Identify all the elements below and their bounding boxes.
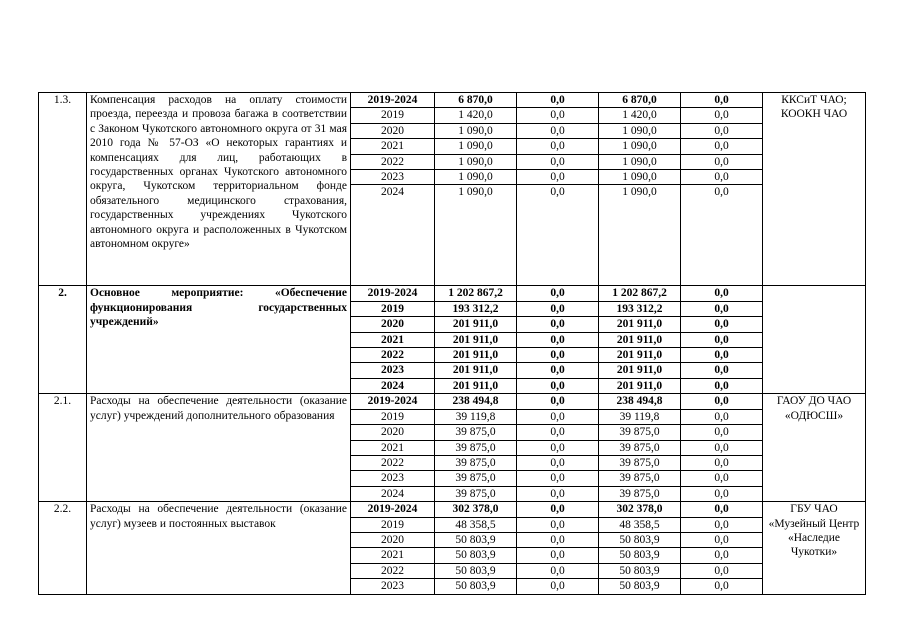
federal-cell: 0,0 <box>517 409 599 424</box>
other-cell: 0,0 <box>681 332 763 347</box>
other-cell: 0,0 <box>681 486 763 501</box>
other-cell: 0,0 <box>681 425 763 440</box>
regional-cell: 39 875,0 <box>599 440 681 455</box>
regional-cell: 238 494,8 <box>599 394 681 409</box>
federal-cell: 0,0 <box>517 440 599 455</box>
period-cell: 2022 <box>351 455 435 470</box>
period-cell: 2023 <box>351 363 435 378</box>
other-cell: 0,0 <box>681 93 763 108</box>
other-cell: 0,0 <box>681 394 763 409</box>
other-cell: 0,0 <box>681 548 763 563</box>
other-cell: 0,0 <box>681 317 763 332</box>
other-cell: 0,0 <box>681 139 763 154</box>
federal-cell: 0,0 <box>517 502 599 517</box>
regional-cell: 39 875,0 <box>599 425 681 440</box>
regional-cell: 201 911,0 <box>599 317 681 332</box>
total-cell: 1 090,0 <box>435 154 517 169</box>
period-cell: 2021 <box>351 332 435 347</box>
federal-cell: 0,0 <box>517 425 599 440</box>
total-cell: 39 875,0 <box>435 440 517 455</box>
federal-cell: 0,0 <box>517 317 599 332</box>
period-cell: 2020 <box>351 532 435 547</box>
section-number: 2.1. <box>39 394 87 502</box>
other-cell: 0,0 <box>681 286 763 301</box>
federal-cell: 0,0 <box>517 185 599 286</box>
total-cell: 50 803,9 <box>435 579 517 594</box>
period-cell: 2019 <box>351 409 435 424</box>
federal-cell: 0,0 <box>517 348 599 363</box>
other-cell: 0,0 <box>681 471 763 486</box>
responsible-executor: ГБУ ЧАО «Музейный Центр «Наследие Чукотки» <box>763 502 866 594</box>
period-cell: 2020 <box>351 425 435 440</box>
period-cell: 2024 <box>351 378 435 393</box>
period-cell: 2021 <box>351 548 435 563</box>
federal-cell: 0,0 <box>517 378 599 393</box>
period-cell: 2020 <box>351 123 435 138</box>
total-cell: 201 911,0 <box>435 317 517 332</box>
federal-cell: 0,0 <box>517 154 599 169</box>
section-name: Расходы на обеспечение деятельности (оказание услуг) учреждений дополнительного образования <box>87 394 351 502</box>
federal-cell: 0,0 <box>517 532 599 547</box>
regional-cell: 39 875,0 <box>599 486 681 501</box>
federal-cell: 0,0 <box>517 123 599 138</box>
other-cell: 0,0 <box>681 348 763 363</box>
other-cell: 0,0 <box>681 378 763 393</box>
other-cell: 0,0 <box>681 301 763 316</box>
period-cell: 2022 <box>351 154 435 169</box>
period-cell: 2021 <box>351 139 435 154</box>
regional-cell: 50 803,9 <box>599 563 681 578</box>
table-row <box>39 286 866 301</box>
other-cell: 0,0 <box>681 563 763 578</box>
regional-cell: 302 378,0 <box>599 502 681 517</box>
federal-cell: 0,0 <box>517 455 599 470</box>
total-cell: 39 875,0 <box>435 486 517 501</box>
regional-cell: 39 119,8 <box>599 409 681 424</box>
period-cell: 2023 <box>351 471 435 486</box>
total-cell: 39 119,8 <box>435 409 517 424</box>
other-cell: 0,0 <box>681 502 763 517</box>
budget-table <box>38 92 866 595</box>
responsible-executor <box>763 286 866 394</box>
federal-cell: 0,0 <box>517 471 599 486</box>
federal-cell: 0,0 <box>517 517 599 532</box>
total-cell: 1 090,0 <box>435 170 517 185</box>
regional-cell: 50 803,9 <box>599 532 681 547</box>
other-cell: 0,0 <box>681 532 763 547</box>
period-cell: 2024 <box>351 185 435 286</box>
other-cell: 0,0 <box>681 154 763 169</box>
federal-cell: 0,0 <box>517 548 599 563</box>
period-cell: 2019-2024 <box>351 394 435 409</box>
regional-cell: 39 875,0 <box>599 471 681 486</box>
period-cell: 2019-2024 <box>351 502 435 517</box>
period-cell: 2021 <box>351 440 435 455</box>
regional-cell: 1 420,0 <box>599 108 681 123</box>
total-cell: 1 202 867,2 <box>435 286 517 301</box>
regional-cell: 39 875,0 <box>599 455 681 470</box>
federal-cell: 0,0 <box>517 286 599 301</box>
responsible-executor: ГАОУ ДО ЧАО «ОДЮСШ» <box>763 394 866 502</box>
period-cell: 2023 <box>351 579 435 594</box>
total-cell: 1 090,0 <box>435 139 517 154</box>
federal-cell: 0,0 <box>517 93 599 108</box>
federal-cell: 0,0 <box>517 139 599 154</box>
period-cell: 2024 <box>351 486 435 501</box>
other-cell: 0,0 <box>681 455 763 470</box>
total-cell: 201 911,0 <box>435 348 517 363</box>
section-name: Основное мероприятие: «Обеспечение функционирования государственных учреждений» <box>87 286 351 394</box>
table-row <box>39 93 866 108</box>
total-cell: 6 870,0 <box>435 93 517 108</box>
section-number: 2. <box>39 286 87 394</box>
other-cell: 0,0 <box>681 579 763 594</box>
period-cell: 2019-2024 <box>351 93 435 108</box>
total-cell: 50 803,9 <box>435 548 517 563</box>
responsible-executor: ККСиТ ЧАО; КООКН ЧАО <box>763 93 866 286</box>
federal-cell: 0,0 <box>517 108 599 123</box>
total-cell: 39 875,0 <box>435 471 517 486</box>
period-cell: 2019 <box>351 301 435 316</box>
regional-cell: 1 090,0 <box>599 139 681 154</box>
other-cell: 0,0 <box>681 108 763 123</box>
total-cell: 238 494,8 <box>435 394 517 409</box>
period-cell: 2020 <box>351 317 435 332</box>
period-cell: 2022 <box>351 563 435 578</box>
regional-cell: 1 090,0 <box>599 170 681 185</box>
regional-cell: 201 911,0 <box>599 348 681 363</box>
other-cell: 0,0 <box>681 440 763 455</box>
regional-cell: 6 870,0 <box>599 93 681 108</box>
federal-cell: 0,0 <box>517 363 599 378</box>
table-row <box>39 394 866 409</box>
federal-cell: 0,0 <box>517 486 599 501</box>
regional-cell: 1 090,0 <box>599 185 681 286</box>
total-cell: 201 911,0 <box>435 332 517 347</box>
total-cell: 201 911,0 <box>435 378 517 393</box>
regional-cell: 193 312,2 <box>599 301 681 316</box>
section-name: Компенсация расходов на оплату стоимости проезда, переезда и провоза багажа в соответствии с Законом Чукотского автономного округа от 31 мая 2010 года № 57-ОЗ «О некоторых гарантиях и компенсациях для лиц, работающих в государственных органах Чукотского автономного округа, Чукотском территориальном фонде обязательного медицинского страхования, государственных учреждениях Чукотского автономного округа и расположенных в Чукотском автономном округе» <box>87 93 351 286</box>
regional-cell: 201 911,0 <box>599 378 681 393</box>
total-cell: 1 090,0 <box>435 123 517 138</box>
total-cell: 302 378,0 <box>435 502 517 517</box>
section-number: 2.2. <box>39 502 87 594</box>
other-cell: 0,0 <box>681 517 763 532</box>
regional-cell: 201 911,0 <box>599 363 681 378</box>
section-number: 1.3. <box>39 93 87 286</box>
other-cell: 0,0 <box>681 170 763 185</box>
period-cell: 2019-2024 <box>351 286 435 301</box>
regional-cell: 1 090,0 <box>599 154 681 169</box>
period-cell: 2022 <box>351 348 435 363</box>
regional-cell: 201 911,0 <box>599 332 681 347</box>
table-row <box>39 502 866 517</box>
total-cell: 50 803,9 <box>435 563 517 578</box>
federal-cell: 0,0 <box>517 394 599 409</box>
regional-cell: 48 358,5 <box>599 517 681 532</box>
regional-cell: 50 803,9 <box>599 579 681 594</box>
other-cell: 0,0 <box>681 363 763 378</box>
federal-cell: 0,0 <box>517 301 599 316</box>
federal-cell: 0,0 <box>517 332 599 347</box>
federal-cell: 0,0 <box>517 170 599 185</box>
regional-cell: 50 803,9 <box>599 548 681 563</box>
total-cell: 193 312,2 <box>435 301 517 316</box>
regional-cell: 1 202 867,2 <box>599 286 681 301</box>
total-cell: 50 803,9 <box>435 532 517 547</box>
period-cell: 2019 <box>351 108 435 123</box>
period-cell: 2019 <box>351 517 435 532</box>
period-cell: 2023 <box>351 170 435 185</box>
total-cell: 1 090,0 <box>435 185 517 286</box>
other-cell: 0,0 <box>681 185 763 286</box>
federal-cell: 0,0 <box>517 563 599 578</box>
total-cell: 39 875,0 <box>435 455 517 470</box>
total-cell: 48 358,5 <box>435 517 517 532</box>
regional-cell: 1 090,0 <box>599 123 681 138</box>
other-cell: 0,0 <box>681 123 763 138</box>
federal-cell: 0,0 <box>517 579 599 594</box>
total-cell: 1 420,0 <box>435 108 517 123</box>
section-name: Расходы на обеспечение деятельности (оказание услуг) музеев и постоянных выставок <box>87 502 351 594</box>
other-cell: 0,0 <box>681 409 763 424</box>
total-cell: 201 911,0 <box>435 363 517 378</box>
total-cell: 39 875,0 <box>435 425 517 440</box>
